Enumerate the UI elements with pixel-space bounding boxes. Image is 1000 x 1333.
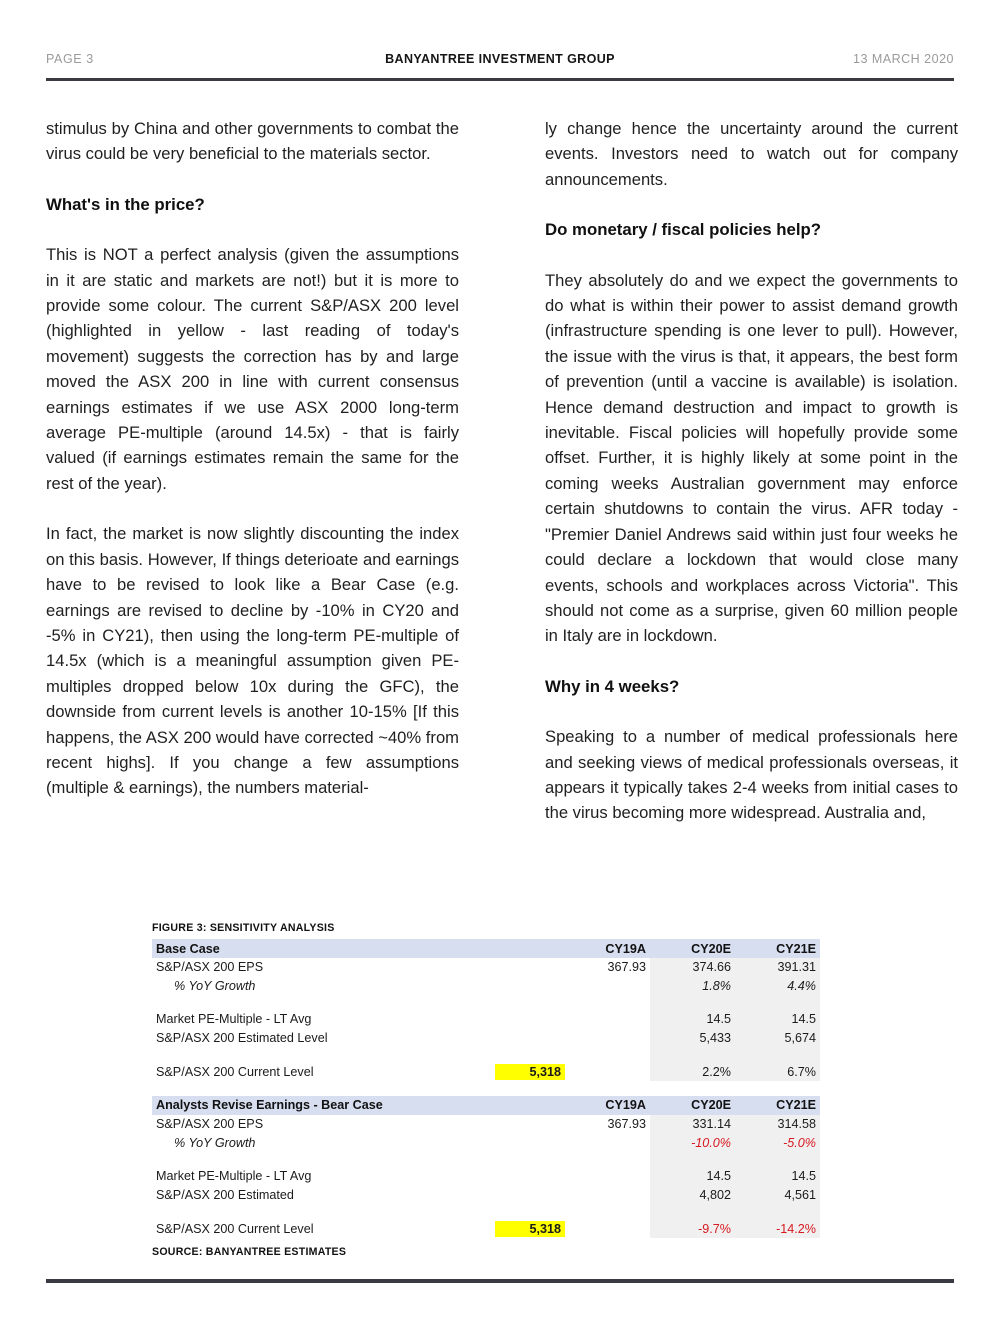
figure-sensitivity-analysis [152, 922, 820, 1258]
base-current-value-cell [482, 1062, 565, 1081]
table-row-bear-case-header [152, 1096, 820, 1115]
table-spacer-row [152, 1081, 820, 1096]
table-row [152, 958, 820, 977]
table-row [152, 977, 820, 996]
bear-current-label: S&P/ASX 200 Current Level [156, 1221, 314, 1236]
table-spacer-row [152, 995, 820, 1010]
figure-caption: FIGURE 3: SENSITIVITY ANALYSIS [152, 922, 335, 934]
table-row [152, 1167, 820, 1186]
bear-case-col-cy21e: CY21E [735, 1096, 820, 1115]
bear-eps-cy20e: 331.14 [650, 1115, 735, 1134]
table-row [152, 1115, 820, 1134]
paragraph-left-3: In fact, the market is now slightly discounting the index on this basis. However, If things deterioate and earnings have to be revised to look like a Bear Case (e.g. earnings are revised to decline by -10% in CY20 and -5% in CY21), then using the long-term PE-multiple of 14.5x (which is a meaningful assumption given PE-multiples dropped below 10x during the GFC), the downside from current levels is another 10-15% [If this happens, the ASX 200 would have corrected ~40% from recent highs]. If you change a few assumptions (multiple & earnings), the numbers material- [46, 524, 459, 798]
bear-eps-cy19a: 367.93 [607, 1117, 646, 1132]
paragraph-right-1: ly change hence the uncertainty around the current events. Investors need to watch out for company announcements. [545, 119, 958, 189]
table-row-base-case-header [152, 939, 820, 958]
base-current-cy21e: 6.7% [735, 1062, 820, 1081]
paragraph-right-3: Speaking to a number of medical professionals here and seeking views of medical professionals overseas, it appears it typically takes 2-4 weeks from initial cases to the virus becoming more widespread. Australia and, [545, 727, 958, 823]
bear-case-col-cy20e: CY20E [650, 1096, 735, 1115]
footer-divider-rule [46, 1279, 954, 1283]
base-eps-label: S&P/ASX 200 EPS [156, 960, 264, 975]
base-case-title: Base Case [152, 939, 482, 958]
base-eps-cy21e: 391.31 [735, 958, 820, 977]
table-row [152, 1219, 820, 1238]
table-spacer-row [152, 1204, 820, 1219]
section-heading-monetary-fiscal-policies: Do monetary / fiscal policies help? [545, 220, 822, 240]
header-divider-rule [46, 78, 954, 81]
bear-pe-cy20e: 14.5 [650, 1167, 735, 1186]
base-pe-cy21e: 14.5 [735, 1010, 820, 1029]
paragraph-left-2: This is NOT a perfect analysis (given the assumptions in it are static and markets are not!) but it is more to provide some colour. The current S&P/ASX 200 level (highlighted in yellow - last reading of today's movement) suggests the correction has by and large moved the ASX 200 in line with current consensus earnings estimates if we use ASX 2000 long-term average PE-multiple (around 14.5x) - that is fairly valued (if earnings estimates remain the same for the rest of the year). [46, 245, 459, 493]
table-row [152, 1010, 820, 1029]
table-row [152, 1029, 820, 1048]
base-growth-cy20e: 1.8% [650, 977, 735, 996]
bear-case-title: Analysts Revise Earnings - Bear Case [152, 1096, 482, 1115]
publication-title: BANYANTREE INVESTMENT GROUP [385, 52, 615, 66]
sensitivity-analysis-table [152, 939, 820, 1238]
bear-growth-label: % YoY Growth [174, 1135, 256, 1150]
bear-pe-cy21e: 14.5 [735, 1167, 820, 1186]
base-eps-cy20e: 374.66 [650, 958, 735, 977]
text-column-left [46, 116, 459, 801]
table-row [152, 1134, 820, 1153]
bear-growth-cy21e: -5.0% [735, 1134, 820, 1153]
base-pe-label: Market PE-Multiple - LT Avg [156, 1012, 312, 1027]
publication-date: 13 MARCH 2020 [853, 52, 954, 66]
bear-growth-cy20e: -10.0% [650, 1134, 735, 1153]
bear-current-cy20e: -9.7% [650, 1219, 735, 1238]
bear-pe-label: Market PE-Multiple - LT Avg [156, 1169, 312, 1184]
paragraph-left-1: stimulus by China and other governments to combat the virus could be very beneficial to the materials sector. [46, 119, 459, 164]
base-case-col-cy21e: CY21E [735, 939, 820, 958]
base-eps-cy19a: 367.93 [607, 960, 646, 975]
figure-source-note: SOURCE: BANYANTREE ESTIMATES [152, 1245, 347, 1258]
base-case-col-cy20e: CY20E [650, 939, 735, 958]
page-header [46, 52, 954, 74]
text-column-right [545, 116, 958, 826]
highlighted-current-level-bear: 5,318 [495, 1221, 565, 1237]
bear-current-value-cell [482, 1219, 565, 1238]
table-row [152, 1186, 820, 1205]
paragraph-right-2: They absolutely do and we expect the governments to do what is within their power to assist demand growth (infrastructure spending is one lever to pull). However, the issue with the virus is that, it appears, the best form of prevention (until a vaccine is available) is isolation. Hence demand destruction and impact to growth is inevitable. Fiscal policies will hopefully provide some offset. Further, it is highly likely at some point in the coming weeks Australian government may enforce certain shutdowns to contain the virus. AFR today - "Premier Daniel Andrews said within just four weeks he could declare a lockdown that would close many events, schools and workplaces across Victoria". This should not come as a surprise, given 60 million people in Italy are in lockdown. [545, 270, 958, 646]
bear-case-col-cy19a: CY19A [565, 1096, 650, 1115]
table-spacer-row [152, 1152, 820, 1167]
page-number-label: PAGE 3 [46, 52, 94, 66]
base-case-col-cy19a: CY19A [565, 939, 650, 958]
table-row [152, 1062, 820, 1081]
base-estimated-label: S&P/ASX 200 Estimated Level [156, 1031, 328, 1046]
base-estimated-cy20e: 5,433 [650, 1029, 735, 1048]
section-heading-why-in-4-weeks: Why in 4 weeks? [545, 676, 680, 696]
base-pe-cy20e: 14.5 [650, 1010, 735, 1029]
bear-current-cy21e: -14.2% [735, 1219, 820, 1238]
bear-estimated-cy21e: 4,561 [735, 1186, 820, 1205]
highlighted-current-level-base: 5,318 [495, 1064, 565, 1080]
bear-eps-label: S&P/ASX 200 EPS [156, 1117, 264, 1132]
bear-estimated-cy20e: 4,802 [650, 1186, 735, 1205]
base-growth-cy21e: 4.4% [735, 977, 820, 996]
bear-eps-cy21e: 314.58 [735, 1115, 820, 1134]
base-growth-label: % YoY Growth [174, 978, 256, 993]
base-current-label: S&P/ASX 200 Current Level [156, 1064, 314, 1079]
section-heading-whats-in-the-price: What's in the price? [46, 194, 205, 214]
bear-estimated-label: S&P/ASX 200 Estimated [156, 1188, 294, 1203]
base-current-cy20e: 2.2% [650, 1062, 735, 1081]
base-estimated-cy21e: 5,674 [735, 1029, 820, 1048]
table-spacer-row [152, 1047, 820, 1062]
